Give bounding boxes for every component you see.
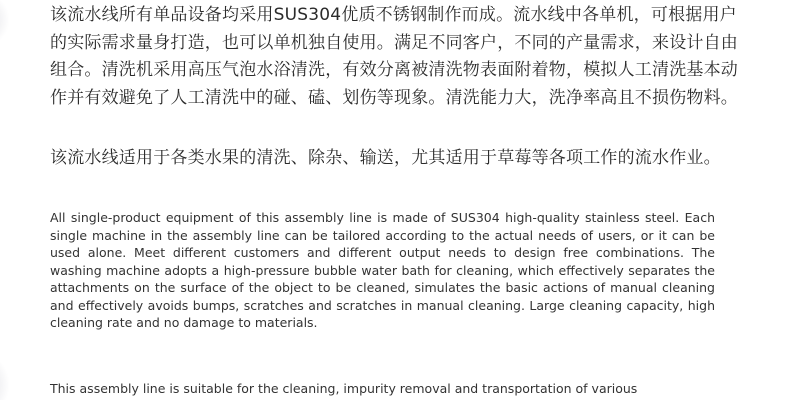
chinese-paragraph-2: 该流水线适用于各类水果的清洗、除杂、输送，尤其适用于草莓等各项工作的流水作业。 xyxy=(50,148,721,168)
english-paragraph-1: All single-product equipment of this assembly line is made of SUS304 high-quality stainless steel. Each single machine in the assembly line can be tailored according to the actual needs of users, or it can be used alone. Meet different customers and different output needs to design free combinations. The washing machine adopts a high-pressure bubble water bath for cleaning, which effectively separates the attachments on the surface of the object to be cleaned, simulates the basic actions of manual cleaning and effectively avoids bumps, scratches and scratches in manual cleaning. Large cleaning capacity, high cleaning rate and no damage to materials. xyxy=(50,210,715,330)
chinese-paragraph-1: 该流水线所有单品设备均采用SUS304优质不锈钢制作而成。流水线中各单机，可根据用户的实际需求量身打造，也可以单机独自使用。满足不同客户，不同的产量需求，来设计自由组合。清洗机采用高压气泡水浴清洗，有效分离被清洗物表面附着物，模拟人工清洗基本动作并有效避免了人工清洗中的碰、磕、划伤等现象。清洗能力大，洗净率高且不损伤物料。 xyxy=(50,5,738,108)
english-paragraph-2: This assembly line is suitable for the cleaning, impurity removal and transportation of various xyxy=(50,381,638,396)
left-edge-shadow-top xyxy=(0,0,10,50)
left-edge-shadow-bottom xyxy=(0,350,10,400)
